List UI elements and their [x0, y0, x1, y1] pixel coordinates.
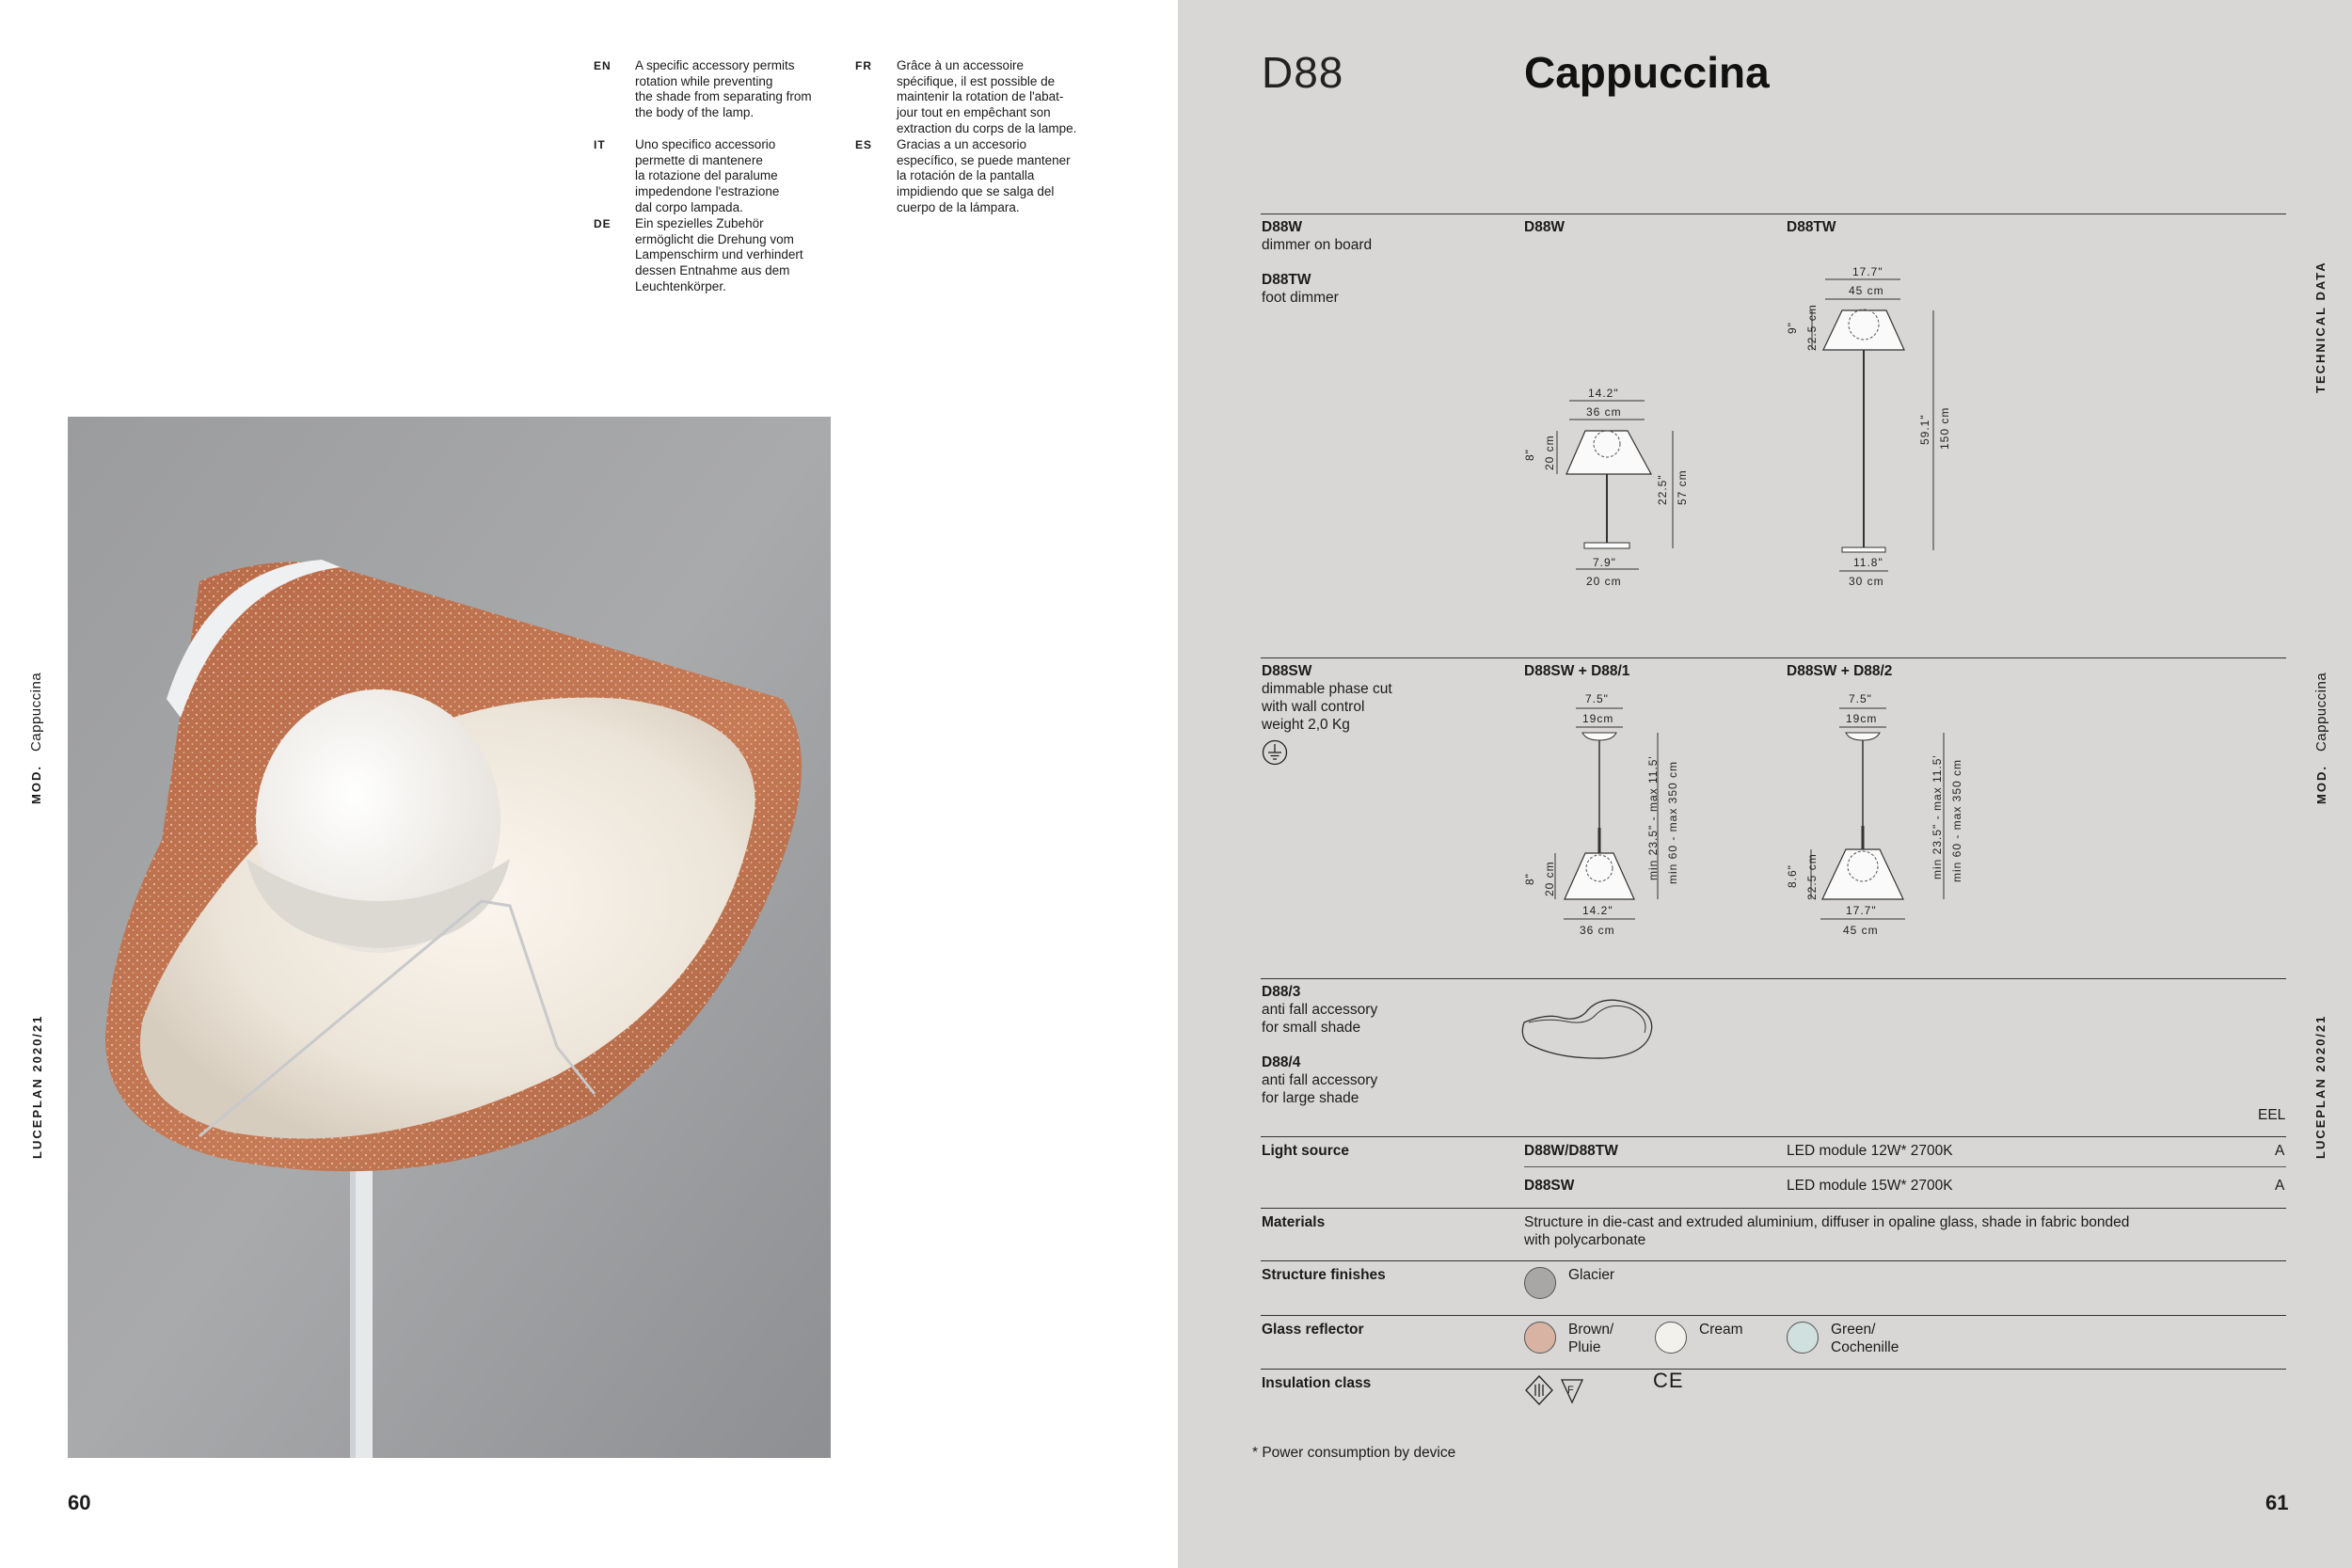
divider-glass-reflector [1261, 1315, 2286, 1316]
d88sw-desc: dimmable phase cut with wall control weight 2,0 Kg [1262, 681, 1392, 733]
pendant-small-drop-cm: min 60 - max 350 cm [1666, 760, 1679, 884]
lang-text-fr: Grâce à un accessoire spécifique, il est possible de maintenir la rotation de l'abat- jour tout en empêchant son extraction du corps de la lampe. [897, 58, 1077, 135]
swatch-brown-pluie-label: Brown/ Pluie [1568, 1322, 1614, 1355]
insulation-class-label: Insulation class [1262, 1375, 1372, 1391]
lang-column-left [594, 58, 838, 295]
d883-code: D88/3 [1262, 984, 1301, 1000]
d884-code: D88/4 [1262, 1054, 1301, 1070]
pendant-small-bottom-in: 14.2" [1582, 904, 1613, 917]
lang-column-right [855, 58, 1109, 216]
swatch-brown-pluie [1524, 1322, 1556, 1354]
insulation-class-icon [1524, 1374, 1586, 1406]
glass-reflector-label: Glass reflector [1262, 1322, 1364, 1338]
pendant-small-bottom-cm: 36 cm [1580, 924, 1615, 937]
lamp-photo-illustration [68, 417, 831, 1458]
product-photo [68, 417, 831, 1458]
table-shade-h-cm: 20 cm [1543, 435, 1556, 470]
d883-desc: anti fall accessory for small shade [1262, 1002, 1378, 1036]
side-collection-label-right: LUCEPLAN 2020/21 [2313, 1014, 2328, 1159]
divider-section3 [1261, 978, 2286, 979]
divider-structure-finishes [1261, 1260, 2286, 1261]
floor-shade-h-cm: 22.5 cm [1805, 304, 1819, 351]
pendant-small-shade-h-in: 8" [1523, 873, 1536, 885]
side-model-name-right: Cappuccina [2313, 672, 2329, 752]
lang-text-es: Gracias a un accesorio específico, se puede mantener la rotación de la pantalla impidiendo que se salga del cuerpo de la lámpara. [897, 137, 1071, 214]
divider-light-source [1261, 1136, 2286, 1137]
pendant-large-bottom-cm: 45 cm [1843, 924, 1879, 937]
pendant-large-drop-cm: min 60 - max 350 cm [1950, 758, 1963, 882]
side-label-model [28, 673, 44, 804]
swatch-cream-label: Cream [1699, 1322, 1743, 1338]
lang-code-es: ES [855, 138, 873, 151]
side-label-collection [30, 1002, 44, 1159]
d88w-code: D88W [1262, 219, 1303, 235]
pendant-large-drop-in: min 23.5" - max 11.5' [1931, 754, 1944, 879]
anti-fall-accessory-drawing [1519, 990, 1661, 1065]
light-source-eel-1: A [2275, 1143, 2285, 1159]
d88tw-desc: foot dimmer [1262, 290, 1339, 306]
model-code: D88 [1262, 48, 1344, 97]
side-mod-label-right: MOD. [2314, 765, 2328, 804]
ground-symbol-icon [1262, 739, 1288, 766]
floor-top-in: 17.7" [1852, 265, 1883, 278]
pendant-small-canopy-in: 7.5" [1585, 692, 1609, 705]
table-total-h-cm: 57 cm [1676, 469, 1689, 505]
ce-mark-icon: CE [1653, 1369, 1684, 1392]
side-mod-label: MOD. [29, 765, 43, 804]
divider-light-source-row [1524, 1166, 2286, 1167]
pendant-small-drop-in: min 23.5" - max 11.5' [1646, 755, 1660, 880]
col-title-d88sw-d881: D88SW + D88/1 [1524, 663, 1630, 679]
lang-text-de: Ein spezielles Zubehör ermöglicht die Drehung vom Lampenschirm und verhindert dessen Entnahme aus dem Leuchtenkörper. [635, 216, 803, 293]
svg-text:F: F [1567, 1385, 1574, 1396]
table-top-in: 14.2" [1588, 387, 1619, 400]
floor-total-h-in: 59.1" [1918, 414, 1931, 445]
light-source-model-1: D88W/D88TW [1524, 1143, 1618, 1159]
pendant-small-shade-h-cm: 20 cm [1543, 861, 1556, 896]
side-technical-label: TECHNICAL DATA [2313, 261, 2328, 393]
page-number-left: 60 [68, 1491, 91, 1514]
col-title-d88w: D88W [1524, 219, 1565, 235]
side-label-technical [2313, 247, 2328, 393]
lang-text-it: Uno specifico accessorio permette di mantenere la rotazione del paralume impedendone l'estrazione dal corpo lampada. [635, 137, 780, 214]
lang-text-en: A specific accessory permits rotation while preventing the shade from separating from the body of the lamp. [635, 58, 812, 120]
pendant-large-shade-h-in: 8.6" [1786, 864, 1799, 888]
footnote: * Power consumption by device [1252, 1445, 1456, 1461]
floor-shade-h-in: 9" [1786, 322, 1799, 334]
pendant-small-canopy-cm: 19cm [1582, 712, 1614, 725]
materials-label: Materials [1262, 1214, 1326, 1230]
model-name: Cappuccina [1524, 48, 1770, 97]
pendant-large-canopy-cm: 19cm [1846, 712, 1878, 725]
pendant-large-canopy-in: 7.5" [1849, 692, 1872, 705]
table-base-in: 7.9" [1593, 556, 1616, 569]
light-source-module-1: LED module 12W* 2700K [1787, 1143, 1953, 1159]
divider-materials [1261, 1208, 2286, 1209]
structure-finishes-label: Structure finishes [1262, 1267, 1386, 1283]
lang-block-es [855, 137, 1109, 216]
swatch-green-cochenille-label: Green/ Cochenille [1831, 1322, 1899, 1355]
side-label-model-right [2313, 673, 2329, 804]
floor-base-cm: 30 cm [1849, 575, 1884, 588]
light-source-model-2: D88SW [1524, 1178, 1575, 1194]
side-label-collection-right [2313, 1002, 2328, 1159]
page-number-right: 61 [2265, 1491, 2289, 1514]
materials-text: Structure in die-cast and extruded aluminium, diffuser in opaline glass, shade in fabric bonded with polycarbonate [1524, 1214, 2130, 1248]
table-base-cm: 20 cm [1586, 575, 1622, 588]
swatch-cream [1655, 1322, 1687, 1354]
side-model-name: Cappuccina [28, 672, 44, 752]
d88w-desc: dimmer on board [1262, 237, 1373, 253]
table-shade-h-in: 8" [1523, 449, 1536, 461]
swatch-green-cochenille [1787, 1322, 1819, 1354]
lang-block-de [594, 216, 838, 295]
d884-desc: anti fall accessory for large shade [1262, 1072, 1378, 1106]
d88sw-code: D88SW [1262, 663, 1312, 679]
lang-code-de: DE [594, 217, 612, 230]
lang-code-en: EN [594, 59, 612, 72]
eel-label: EEL [2258, 1107, 2286, 1123]
lang-code-fr: FR [855, 59, 872, 72]
side-collection-label: LUCEPLAN 2020/21 [30, 1014, 44, 1159]
light-source-module-2: LED module 15W* 2700K [1787, 1178, 1953, 1194]
lang-block-en [594, 58, 838, 137]
floor-total-h-cm: 150 cm [1938, 406, 1951, 450]
col-title-d88tw: D88TW [1787, 219, 1836, 235]
col-title-d88sw-d882: D88SW + D88/2 [1787, 663, 1893, 679]
table-total-h-in: 22.5" [1656, 474, 1669, 505]
swatch-glacier-label: Glacier [1568, 1267, 1615, 1283]
swatch-glacier [1524, 1267, 1556, 1299]
floor-base-in: 11.8" [1853, 556, 1883, 569]
light-source-label: Light source [1262, 1143, 1350, 1159]
d88tw-code: D88TW [1262, 272, 1311, 288]
pendant-large-shade-h-cm: 22.5 cm [1805, 853, 1819, 900]
divider-section2 [1261, 657, 2286, 658]
floor-top-cm: 45 cm [1849, 284, 1884, 297]
table-top-cm: 36 cm [1586, 405, 1622, 419]
lang-block-fr [855, 58, 1109, 137]
lang-block-it [594, 137, 838, 216]
lang-code-it: IT [594, 138, 606, 151]
light-source-eel-2: A [2275, 1178, 2285, 1194]
pendant-large-bottom-in: 17.7" [1846, 904, 1877, 917]
divider-insulation [1261, 1369, 2286, 1370]
